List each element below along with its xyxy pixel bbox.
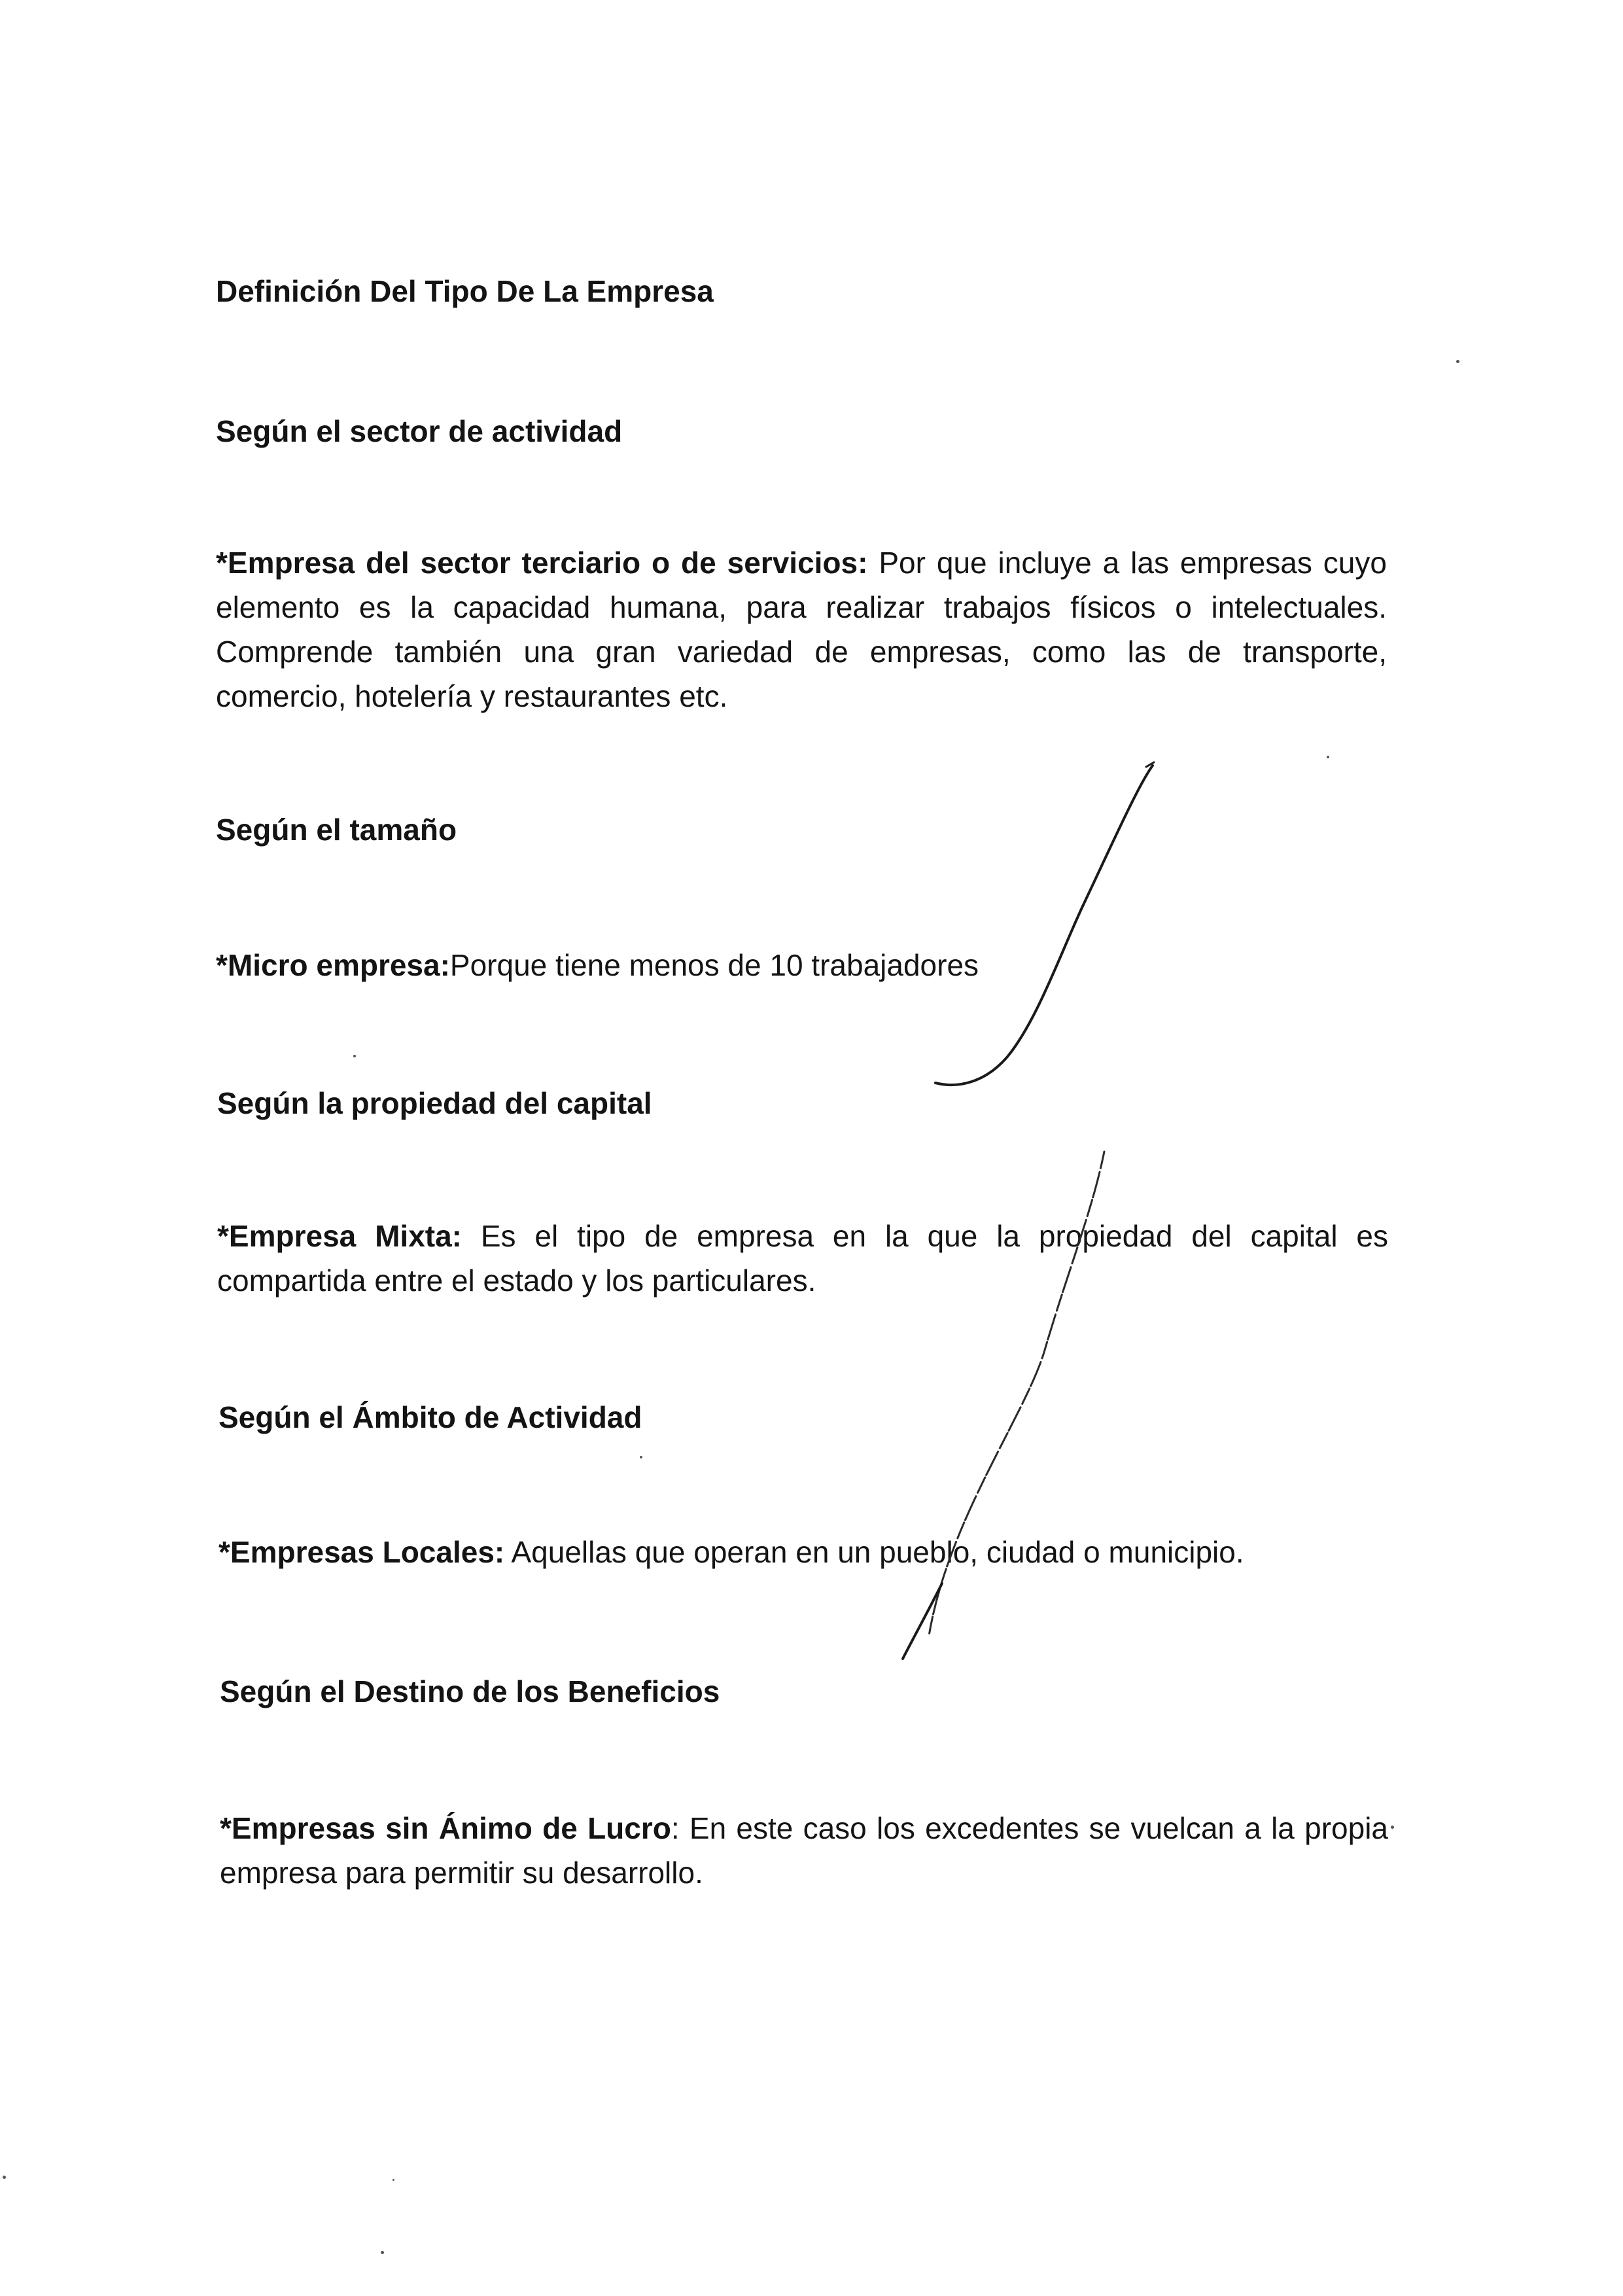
- document-title: Definición Del Tipo De La Empresa: [216, 274, 714, 308]
- section-text-tamano: Porque tiene menos de 10 trabajadores: [449, 948, 979, 982]
- scan-speck: [381, 2251, 384, 2254]
- section-text-beneficios: : En este caso los excedentes se vuelcan a la propia empresa para permitir su desarrollo.: [220, 1811, 1389, 1890]
- section-heading-tamano: Según el tamaño: [216, 813, 457, 847]
- section-term-ambito: *Empresas Locales:: [218, 1535, 505, 1569]
- section-heading-beneficios: Según el Destino de los Beneficios: [220, 1674, 720, 1708]
- scan-speck: [640, 1456, 642, 1458]
- section-body-sector: [216, 540, 1387, 718]
- scan-speck: [1327, 756, 1329, 758]
- scan-speck: [393, 2179, 394, 2181]
- scan-speck: [3, 2176, 6, 2179]
- section-text-sector: Por que incluye a las empresas cuyo elemento es la capacidad humana, para realizar trabajos físicos o intelectuales. Comprende también una gran variedad de empresas, como las de transporte, comercio, hotelería y restaurantes etc.: [216, 546, 1387, 713]
- scan-speck: [1391, 1826, 1394, 1829]
- scan-speck: [1456, 360, 1459, 363]
- section-term-tamano: *Micro empresa:: [216, 948, 450, 982]
- section-term-capital: *Empresa Mixta:: [217, 1219, 462, 1253]
- section-term-sector: *Empresa del sector terciario o de servicios:: [216, 546, 868, 580]
- section-heading-ambito: Según el Ámbito de Actividad: [218, 1400, 642, 1434]
- section-text-ambito: Aquellas que operan en un pueblo, ciudad o municipio.: [504, 1535, 1244, 1569]
- section-body-beneficios: [220, 1806, 1388, 1895]
- section-heading-sector: Según el sector de actividad: [216, 414, 623, 448]
- section-body-tamano: [216, 943, 979, 987]
- scan-speck: [353, 1055, 356, 1057]
- section-heading-capital: Según la propiedad del capital: [217, 1086, 652, 1120]
- section-term-beneficios: *Empresas sin Ánimo de Lucro: [220, 1811, 671, 1845]
- section-text-capital: Es el tipo de empresa en la que la propiedad del capital es compartida entre el estado y los particulares.: [217, 1219, 1388, 1298]
- section-body-ambito: [218, 1530, 1244, 1574]
- section-body-capital: [217, 1214, 1388, 1303]
